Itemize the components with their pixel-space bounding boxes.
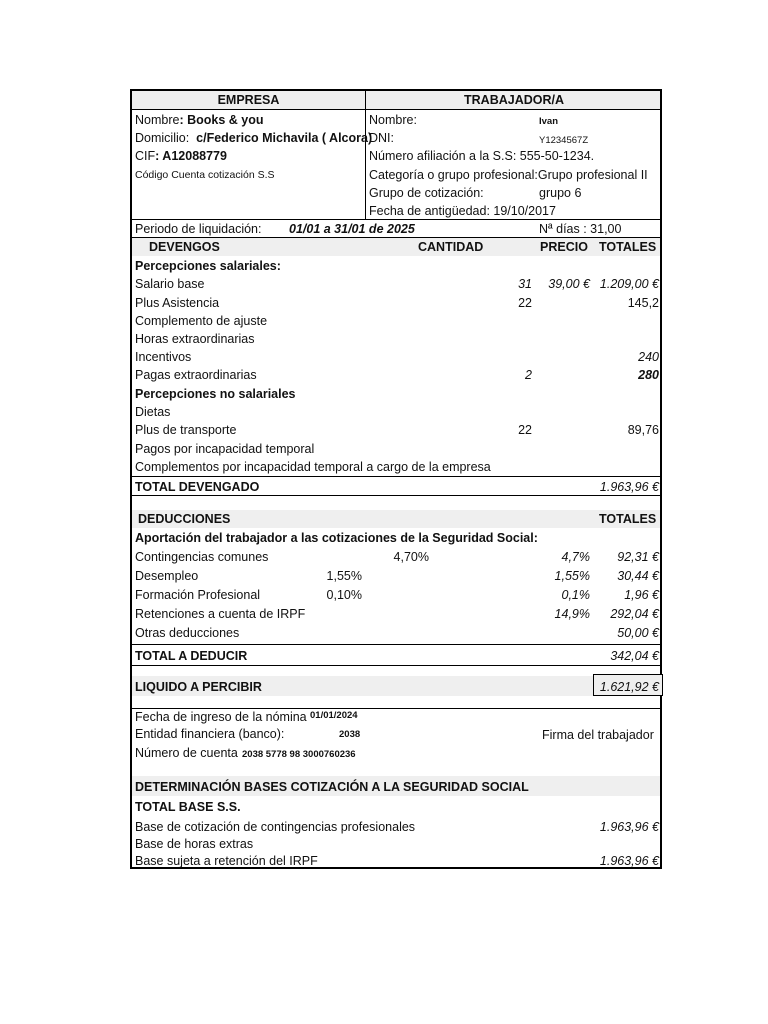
trabajador-categoria: Categoría o grupo profesional:Grupo profesional II	[369, 168, 648, 182]
devengos-header: DEVENGOS	[149, 240, 220, 254]
deduccion-concepto: Otras deducciones	[135, 626, 240, 640]
deduccion-porcentaje: 4,7%	[561, 550, 590, 564]
deduccion-tipo: 0,10%	[326, 588, 362, 602]
periodo-value: 01/01 a 31/01 de 2025	[289, 222, 415, 236]
cantidad-header: CANTIDAD	[418, 240, 484, 254]
periodo-label: Periodo de liquidación:	[135, 222, 262, 236]
devengo-concepto: Incentivos	[135, 350, 192, 364]
devengo-concepto: Horas extraordinarias	[135, 332, 255, 346]
divider	[132, 665, 660, 666]
periodo-dias: Nª días : 31,00	[539, 222, 622, 236]
deduccion-importe: 92,31 €	[617, 550, 659, 564]
percepciones-no-salariales: Percepciones no salariales	[135, 387, 296, 401]
base-label: Base de cotización de contingencias profesionales	[135, 820, 416, 834]
divider	[132, 476, 660, 477]
empresa-nombre	[135, 112, 264, 128]
deduccion-importe: 30,44 €	[617, 569, 659, 583]
base-label: Base de horas extras	[135, 837, 254, 851]
trabajador-header: TRABAJADOR/A	[464, 93, 564, 107]
devengo-cantidad: 2	[525, 368, 532, 382]
trabajador-antiguedad: Fecha de antigüedad: 19/10/2017	[369, 204, 556, 218]
deduccion-concepto: Formación Profesional	[135, 588, 261, 602]
deduccion-importe: 1,96 €	[624, 588, 659, 602]
devengo-concepto: Dietas	[135, 405, 171, 419]
deduccion-tipo: 4,70%	[393, 550, 429, 564]
empresa-header: EMPRESA	[217, 93, 280, 107]
entidad-label: Entidad financiera (banco):	[135, 727, 285, 741]
total-deducir-label: TOTAL A DEDUCIR	[135, 649, 248, 663]
deducciones-totales-header: TOTALES	[599, 512, 657, 526]
base-value: 1.963,96 €	[599, 820, 659, 834]
divider	[132, 219, 660, 220]
total-deducir-value: 342,04 €	[610, 649, 659, 663]
devengo-total: 280	[638, 368, 659, 382]
empresa-domicilio-value: c/Federico Michavila ( Alcora)	[196, 131, 373, 145]
liquido-value: 1.621,92 €	[599, 680, 659, 694]
trabajador-dni-label: DNI:	[369, 131, 394, 145]
devengo-precio: 39,00 €	[548, 277, 590, 291]
trabajador-afiliacion: Número afiliación a la S.S: 555-50-1234.	[369, 149, 595, 163]
liquido-label: LIQUIDO A PERCIBIR	[135, 680, 262, 694]
column-divider	[365, 91, 366, 219]
devengo-total: 89,76	[627, 423, 659, 437]
total-devengado-value: 1.963,96 €	[599, 480, 659, 494]
divider	[132, 495, 660, 496]
precio-header: PRECIO	[540, 240, 588, 254]
entidad-value: 2038	[339, 729, 361, 740]
trabajador-nombre-label: Nombre:	[369, 113, 417, 127]
trabajador-grupo-value: grupo 6	[539, 186, 582, 200]
empresa-nombre-label: Nombre	[135, 113, 180, 127]
trabajador-dni-value: Y1234567Z	[539, 135, 589, 146]
base-value: 1.963,96 €	[599, 854, 659, 868]
deduccion-importe: 50,00 €	[617, 626, 659, 640]
devengo-concepto: Salario base	[135, 277, 205, 291]
deduccion-concepto: Retenciones a cuenta de IRPF	[135, 607, 306, 621]
bases-title: DETERMINACIÓN BASES COTIZACIÓN A LA SEGURIDAD SOCIAL	[135, 780, 529, 794]
cuenta-value: 2038 5778 98 3000760236	[242, 749, 356, 760]
devengo-concepto: Pagas extraordinarias	[135, 368, 257, 382]
devengo-concepto: Pagos por incapacidad temporal	[135, 442, 315, 456]
deduccion-concepto: Desempleo	[135, 569, 199, 583]
percepciones-salariales: Percepciones salariales:	[135, 259, 281, 273]
aportacion-title: Aportación del trabajador a las cotizaciones de la Seguridad Social:	[135, 531, 538, 545]
trabajador-nombre-value: Ivan	[539, 116, 559, 127]
base-label: Base sujeta a retención del IRPF	[135, 854, 318, 868]
deducciones-header: DEDUCCIONES	[138, 512, 231, 526]
devengo-total: 145,2	[627, 296, 659, 310]
devengo-total: 240	[638, 350, 659, 364]
empresa-domicilio-label: Domicilio:	[135, 131, 190, 145]
total-devengado-label: TOTAL DEVENGADO	[135, 480, 260, 494]
totales-header: TOTALES	[599, 240, 657, 254]
fecha-ingreso-value: 01/01/2024	[310, 710, 358, 721]
firma-trabajador: Firma del trabajador	[542, 728, 654, 742]
devengo-concepto: Complementos por incapacidad temporal a cargo de la empresa	[135, 460, 491, 474]
total-base-ss: TOTAL BASE S.S.	[135, 800, 241, 814]
deduccion-porcentaje: 0,1%	[561, 588, 590, 602]
deduccion-porcentaje: 1,55%	[554, 569, 590, 583]
empresa-cif	[135, 148, 227, 164]
deduccion-tipo: 1,55%	[326, 569, 362, 583]
devengo-concepto: Complemento de ajuste	[135, 314, 268, 328]
divider	[132, 644, 660, 645]
divider	[132, 109, 660, 110]
devengo-cantidad: 22	[518, 423, 532, 437]
devengo-total: 1.209,00 €	[599, 277, 659, 291]
empresa-domicilio	[135, 130, 373, 146]
payslip	[130, 89, 662, 869]
deduccion-concepto: Contingencias comunes	[135, 550, 269, 564]
fecha-ingreso-label: Fecha de ingreso de la nómina	[135, 710, 307, 724]
empresa-nombre-value: : Books & you	[179, 113, 264, 127]
empresa-cif-value: : A12088779	[155, 149, 227, 163]
deduccion-importe: 292,04 €	[610, 607, 659, 621]
devengo-cantidad: 31	[518, 277, 532, 291]
devengo-concepto: Plus Asistencia	[135, 296, 220, 310]
trabajador-grupo-label: Grupo de cotización:	[369, 186, 484, 200]
devengo-cantidad: 22	[518, 296, 532, 310]
cuenta-label: Número de cuenta	[135, 746, 238, 760]
empresa-ccc-label: Código Cuenta cotización S.S	[135, 169, 275, 181]
empresa-cif-label: CIF	[135, 149, 156, 163]
devengo-concepto: Plus de transporte	[135, 423, 237, 437]
deduccion-porcentaje: 14,9%	[554, 607, 590, 621]
